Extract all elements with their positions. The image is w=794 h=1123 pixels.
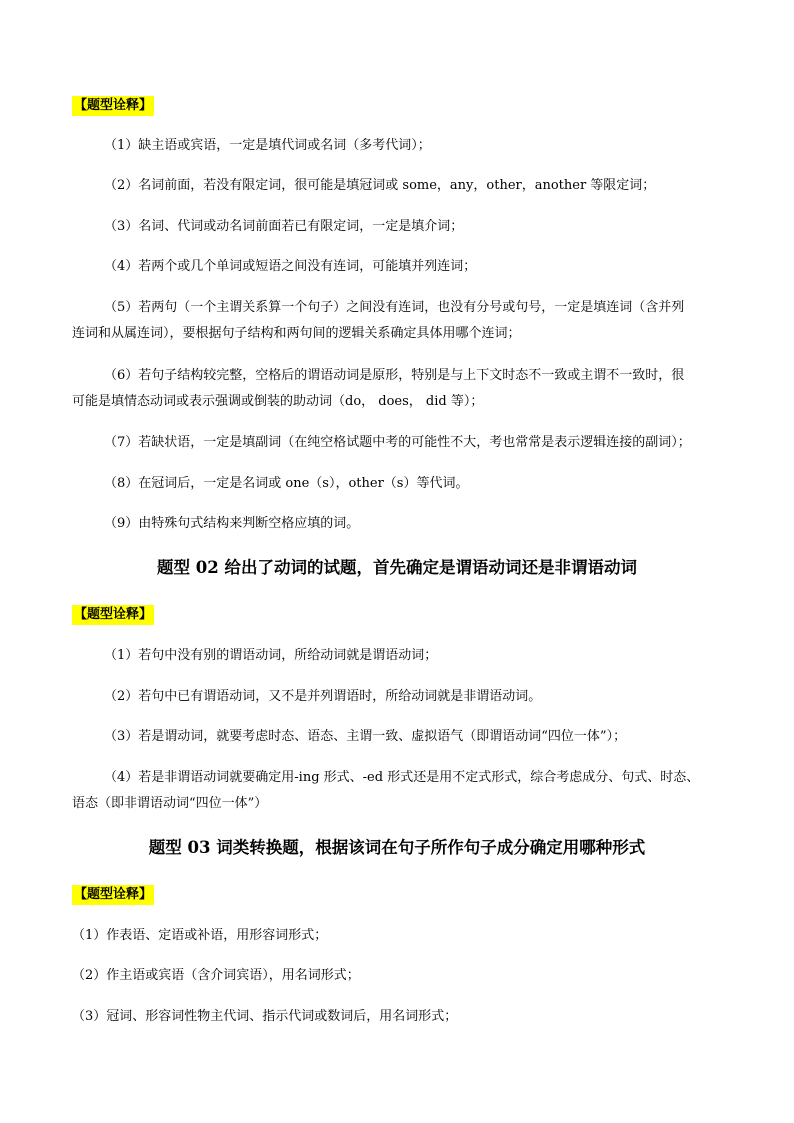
- section-tag: 【题型诠释】: [72, 605, 154, 625]
- section-heading: 题型 02 给出了动词的试题，首先确定是谓语动词还是非谓语动词: [157, 558, 637, 577]
- section-tag: 【题型诠释】: [72, 885, 154, 905]
- list-item: （3）名词、代词或动名词前面若已有限定词，一定是填介词；: [104, 219, 464, 234]
- list-item: （2）若句中已有谓语动词，又不是并列谓语时，所给动词就是非谓语动词。: [104, 689, 542, 704]
- list-item: （3）若是谓动词，就要考虑时态、语态、主谓一致、虚拟语气（即谓语动词“四位一体”）；: [104, 729, 627, 744]
- list-item: （1）若句中没有别的谓语动词，所给动词就是谓语动词；: [104, 648, 438, 663]
- section-heading: 题型 03 词类转换题，根据该词在句子所作句子成分确定用哪种形式: [148, 838, 646, 857]
- list-item: （2）作主语或宾语（含介词宾语），用名词形式；: [72, 968, 360, 983]
- list-item-continuation: 连词和从属连词），要根据句子结构和两句间的逻辑关系确定具体用哪个连词；: [72, 326, 521, 341]
- list-item: （1）作表语、定语或补语，用形容词形式；: [72, 928, 328, 943]
- list-item: （3）冠词、形容词性物主代词、指示代词或数词后，用名词形式；: [72, 1009, 458, 1024]
- list-item: （8）在冠词后，一定是名词或 one（s），other（s）等代词。: [104, 476, 469, 491]
- list-item: （7）若缺状语，一定是填副词（在纯空格试题中考的可能性不大，考也常常是表示逻辑连接的副词）；: [104, 435, 691, 450]
- list-item: （2）名词前面，若没有限定词，很可能是填冠词或 some，any，other，another 等限定词；: [104, 178, 656, 193]
- list-item: （9）由特殊句式结构来判断空格应填的词。: [104, 516, 360, 531]
- list-item: （5）若两句（一个主谓关系算一个句子）之间没有连词，也没有分号或句号，一定是填连词（含并列: [104, 300, 685, 315]
- list-item-continuation: 可能是填情态动词或表示强调或倒装的助动词（do， does， did 等）；: [72, 394, 484, 409]
- list-item: （4）若两个或几个单词或短语之间没有连词，可能填并列连词；: [104, 259, 477, 274]
- list-item: （1）缺主语或宾语，一定是填代词或名词（多考代词）；: [104, 138, 431, 153]
- list-item: （6）若句子结构较完整，空格后的谓语动词是原形，特别是与上下文时态不一致或主谓不一致时，很: [104, 368, 685, 383]
- list-item-continuation: 语态（即非谓语动词“四位一体”）: [72, 796, 268, 811]
- section-tag: 【题型诠释】: [72, 96, 154, 116]
- list-item: （4）若是非谓语动词就要确定用-ing 形式、-ed 形式还是用不定式形式，综合考虑成分、句式、时态、: [104, 770, 700, 785]
